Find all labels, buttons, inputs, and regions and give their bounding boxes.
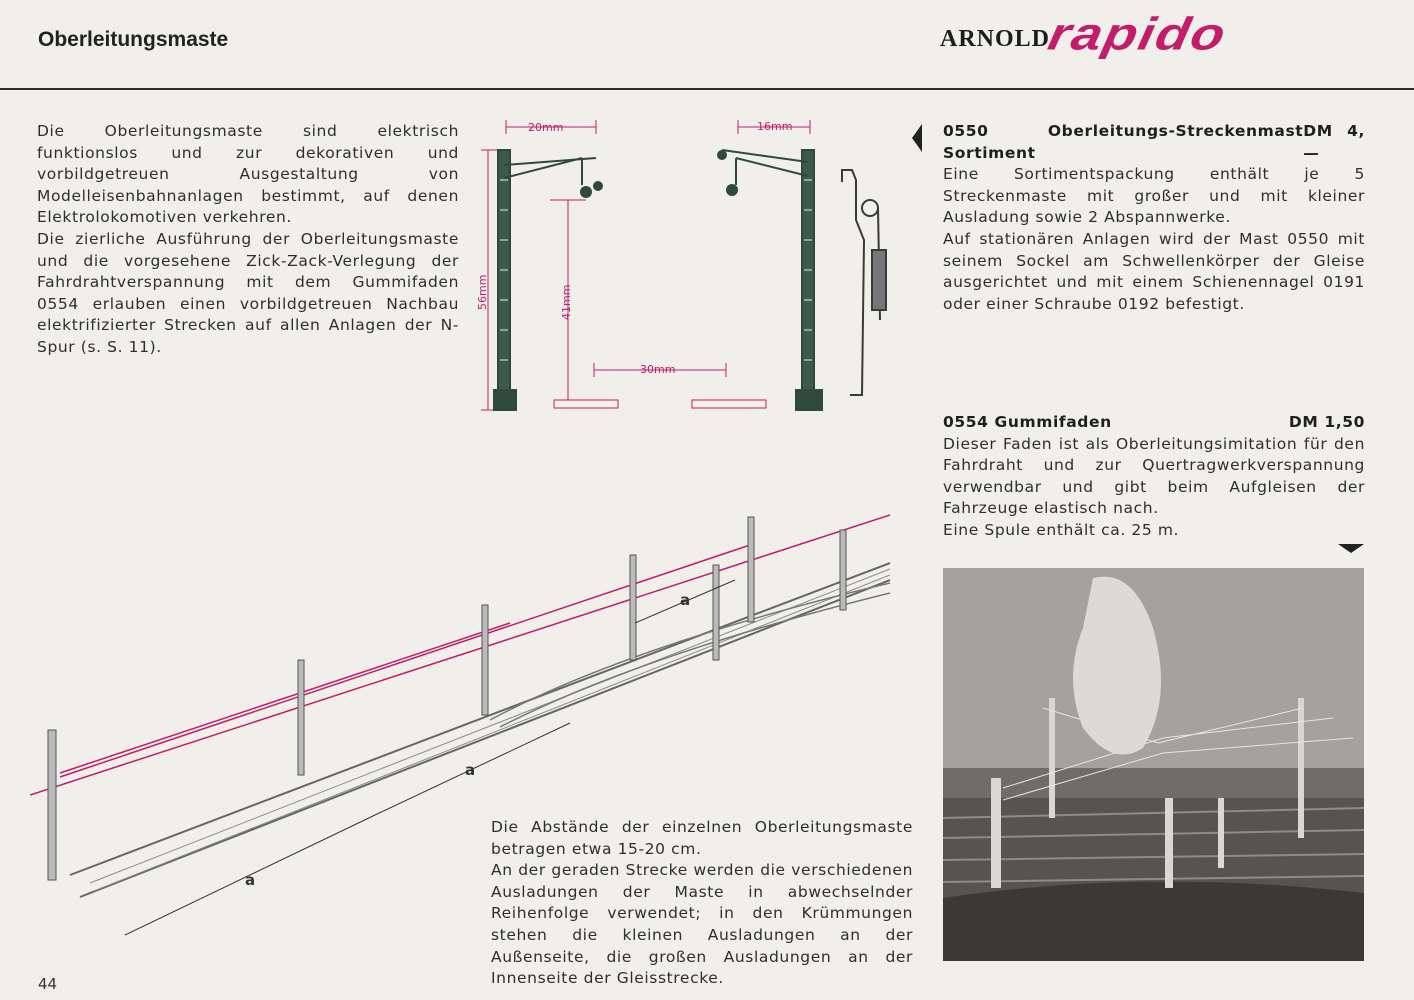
intro-paragraph: Die Oberleitungsmaste sind elektrisch funktionslos und zur dekorativen und vorbildgetreuen Ausgestaltung von Modelleisenbahnanlagen bestimmt, auf denen Elektrolokomotiven verkehren. — [37, 122, 459, 227]
product-description: Eine Spule enthält ca. 25 m. — [943, 520, 1180, 539]
page-number: 44 — [38, 975, 58, 993]
product-description: Eine Sortimentspackung enthält je 5 Streckenmaste mit großer und mit kleiner Ausladung sowie 2 Abspannwerke. — [943, 165, 1365, 227]
distances-paragraph: Die Abstände der einzelnen Oberleitungsmaste betragen etwa 15-20 cm. — [491, 818, 913, 858]
page-title: Oberleitungsmaste — [38, 28, 229, 51]
product-title: 0550 Oberleitungs-Streckenmast Sortiment — [943, 122, 1304, 162]
intro-paragraph: Die zierliche Ausführung der Oberleitungsmaste und die vorgesehene Zick-Zack-Verlegung der Fahrdrahtverspannung mit dem Gummifaden 0554 erlauben einen vorbildgetreuen Nachbau elektrifizierter Strecken auf allen Anlagen der N-Spur (s. S. 11). — [37, 229, 459, 356]
mast-dimension-drawing — [470, 110, 900, 420]
distance-label-a: a — [245, 871, 256, 889]
distances-paragraph: An der geraden Strecke werden die verschiedenen Ausladungen der Maste in abwechselnder Reihenfolge verwendet; in den Krümmungen stehen die kleinen Ausladungen an der Außenseite, die großen Ausladungen an der Innenseite der Gleisstrecke. — [491, 861, 913, 988]
dimension-label: 20mm — [528, 121, 564, 134]
layout-photo — [943, 568, 1364, 961]
header-divider — [0, 88, 1414, 90]
product-description: Dieser Faden ist als Oberleitungsimitation für den Fahrdraht und zur Quertragwerkverspannung verwendbar und gibt beim Aufgleisen der Fahrzeuge elastisch nach. — [943, 434, 1365, 518]
distance-label-a: a — [680, 591, 691, 609]
dimension-label: 16mm — [757, 120, 793, 133]
distances-text — [491, 817, 913, 990]
product-0554 — [943, 412, 1365, 542]
triangle-down-icon — [1338, 544, 1364, 553]
dimension-label: 56mm — [476, 274, 489, 310]
brand-logo-rapido: rapido — [1043, 8, 1232, 60]
product-title: 0554 Gummifaden — [943, 413, 1112, 431]
product-description: Auf stationären Anlagen wird der Mast 0550 mit seinem Sockel am Schwellenkörper der Gleise ausgerichtet und mit einem Schienennagel 0191 oder einer Schraube 0192 befestigt. — [943, 229, 1365, 313]
brand-logo-arnold: ARNOLD — [940, 26, 1051, 52]
intro-text — [37, 121, 459, 359]
product-price: DM 4,— — [1303, 122, 1365, 162]
dimension-label: 30mm — [640, 363, 676, 376]
dimension-label: 41mm — [560, 284, 573, 320]
triangle-marker-icon — [912, 124, 922, 152]
product-0550 — [943, 121, 1365, 315]
product-price: DM 1,50 — [1288, 413, 1365, 431]
distance-label-a: a — [465, 761, 476, 779]
